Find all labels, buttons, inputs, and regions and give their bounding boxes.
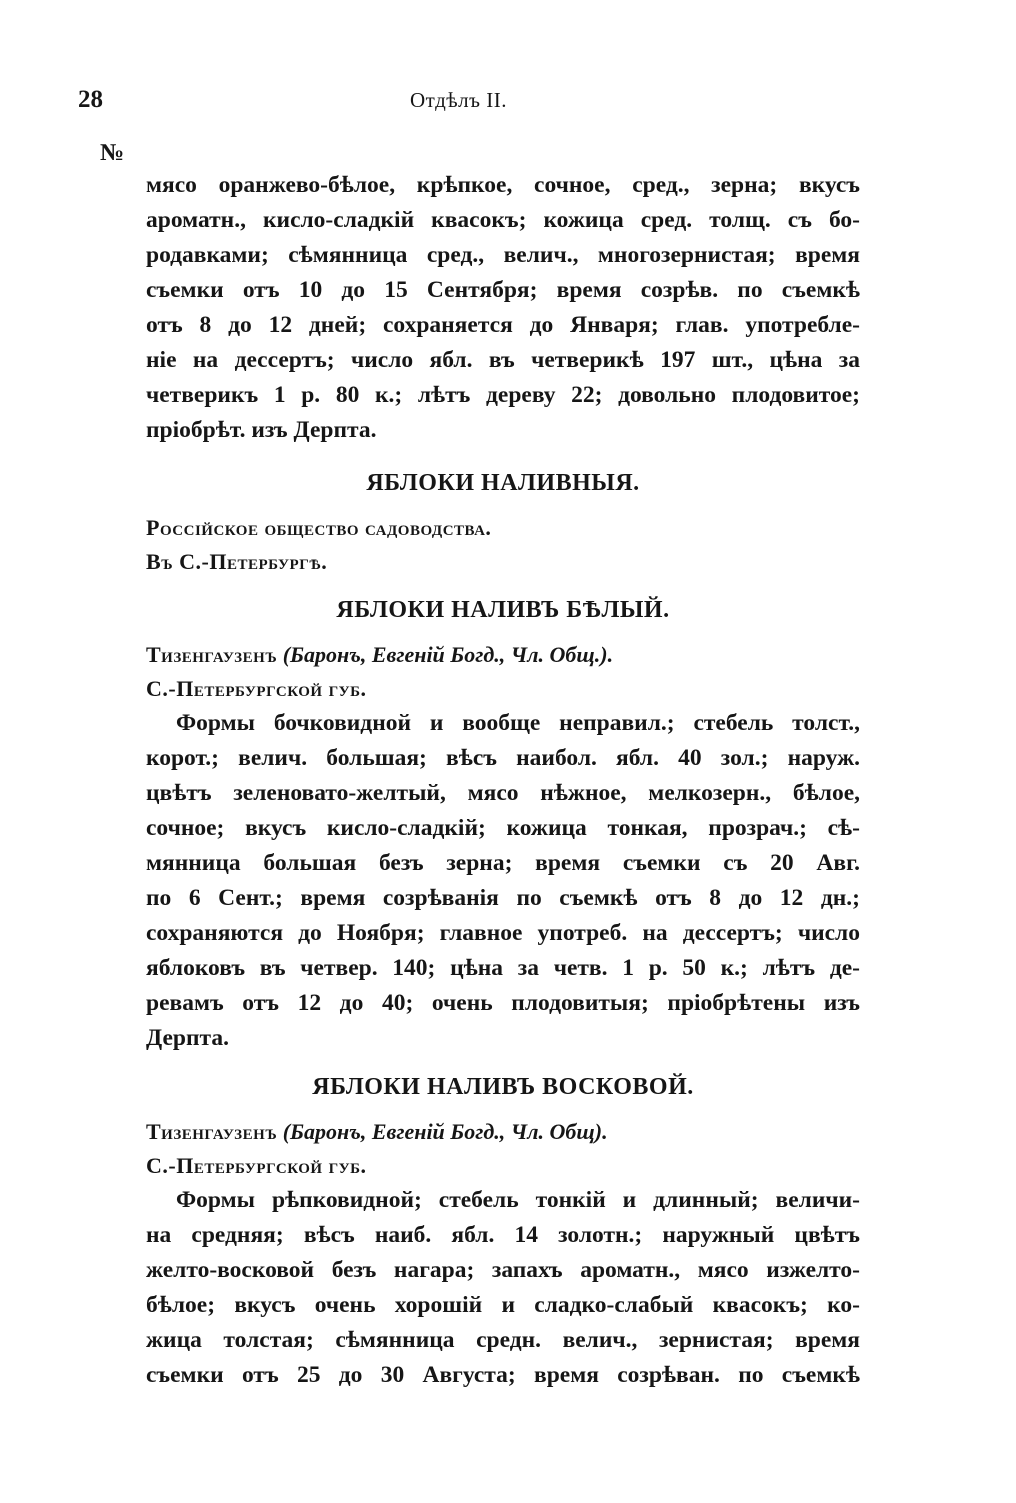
description-line: сохраняются до Ноября; главное употреб. на дессертъ; число	[146, 920, 860, 946]
region-white: С.-Петербургской губ.	[146, 676, 367, 701]
page-number: 28	[78, 86, 103, 113]
entry-title-white: ЯБЛОКИ НАЛИВЪ БѢЛЫЙ.	[336, 597, 670, 623]
grower-name: Тизенгаузенъ	[146, 1119, 278, 1144]
intro-line: съемки отъ 10 до 15 Сентября; время созрѣв. по съемкѣ	[146, 277, 860, 303]
entry-title-wax: ЯБЛОКИ НАЛИВЪ ВОСКОВОЙ.	[312, 1074, 694, 1100]
description-line: Формы бочковидной и вообще неправил.; стебель толст.,	[176, 710, 860, 736]
number-sign: №	[100, 140, 125, 166]
description-line: желто-восковой безъ нагара; запахъ ароматн., мясо изжелто-	[146, 1257, 860, 1283]
description-line: на средняя; вѣсъ наиб. ябл. 14 золотн.; наружный цвѣтъ	[146, 1222, 860, 1248]
description-line: Формы рѣпковидной; стебель тонкій и длинный; величи-	[176, 1187, 860, 1213]
grower-detail: (Баронъ, Евгеній Богд., Чл. Общ).	[282, 1119, 608, 1144]
description-wax	[146, 1183, 860, 1393]
description-line: съемки отъ 25 до 30 Августа; время созрѣван. по съемкѣ	[146, 1362, 860, 1388]
description-line: по 6 Сент.; время созрѣванія по съемкѣ отъ 8 до 12 дн.;	[146, 885, 860, 911]
region-wax: С.-Петербургской губ.	[146, 1153, 367, 1178]
intro-line: родавками; сѣмянница сред., велич., многозернистая; время	[146, 242, 860, 268]
grower-detail: (Баронъ, Евгеній Богд., Чл. Общ.).	[282, 642, 614, 667]
society-place: Въ С.-Петербургѣ.	[146, 549, 328, 574]
description-white	[146, 706, 860, 1056]
page-content	[146, 168, 860, 1393]
running-head: Отдѣлъ II.	[410, 88, 507, 112]
description-line: бѣлое; вкусъ очень хорошій и сладко-слабый квасокъ; ко-	[146, 1292, 860, 1318]
section-title-naliv: ЯБЛОКИ НАЛИВНЫЯ.	[366, 470, 640, 496]
grower-line-wax	[146, 1115, 860, 1149]
intro-line: отъ 8 до 12 дней; сохраняется до Января; глав. употребле-	[146, 312, 860, 338]
description-line: сочное; вкусъ кисло-сладкій; кожица тонкая, прозрач.; сѣ-	[146, 815, 860, 841]
description-line: мянница большая безъ зерна; время съемки съ 20 Авг.	[146, 850, 860, 876]
grower-name: Тизенгаузенъ	[146, 642, 278, 667]
intro-line: мясо оранжево-бѣлое, крѣпкое, сочное, сред., зерна; вкусъ	[146, 172, 860, 198]
description-line: жица толстая; сѣмянница средн. велич., зернистая; время	[146, 1327, 860, 1353]
description-line: корот.; велич. большая; вѣсъ наибол. ябл. 40 зол.; наруж.	[146, 745, 860, 771]
intro-paragraph	[146, 168, 860, 448]
intro-line: пріобрѣт. изъ Дерпта.	[146, 417, 377, 443]
description-line: цвѣтъ зеленовато-желтый, мясо нѣжное, мелкозерн., бѣлое,	[146, 780, 860, 806]
description-line: Дерпта.	[146, 1025, 229, 1051]
intro-line: четверикъ 1 р. 80 к.; лѣтъ дереву 22; довольно плодовитое;	[146, 382, 860, 408]
intro-line: ніе на дессертъ; число ябл. въ четверикѣ 197 шт., цѣна за	[146, 347, 860, 373]
grower-line-white	[146, 638, 860, 672]
society-name: Россійское общество садоводства.	[146, 515, 492, 540]
description-line: ревамъ отъ 12 до 40; очень плодовитыя; пріобрѣтены изъ	[146, 990, 860, 1016]
description-line: яблоковъ въ четвер. 140; цѣна за четв. 1 р. 50 к.; лѣтъ де-	[146, 955, 860, 981]
intro-line: ароматн., кисло-сладкій квасокъ; кожица сред. толщ. съ бо-	[146, 207, 860, 233]
